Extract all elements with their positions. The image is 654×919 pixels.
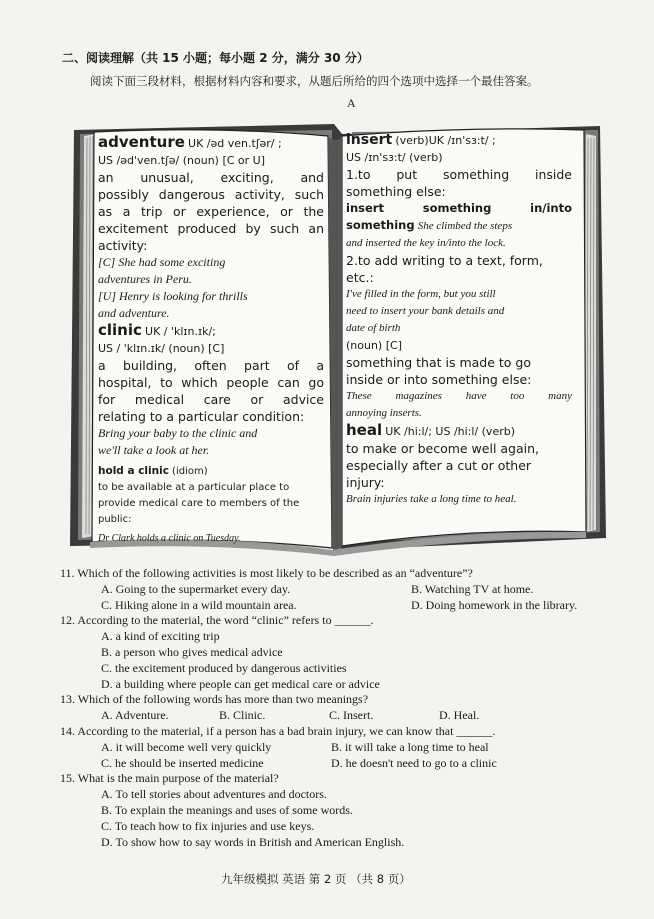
definition-line: something else:	[346, 184, 446, 199]
definition-line: as a trip or experience, or the	[98, 204, 324, 219]
option-c[interactable]: C. he should be inserted medicine	[101, 755, 264, 770]
option-d[interactable]: D. Heal.	[439, 708, 480, 723]
left-dictionary-page	[98, 134, 324, 547]
phrase-line: insert something in/into	[346, 201, 572, 215]
option-a[interactable]: A. a kind of exciting trip	[101, 629, 220, 644]
option-b[interactable]: B. a person who gives medical advice	[101, 644, 283, 659]
question-15	[60, 771, 604, 850]
option-b[interactable]: B. it will take a long time to heal	[331, 739, 489, 754]
example-line: annoying inserts.	[346, 407, 422, 419]
option-row	[84, 582, 604, 598]
entry-insert-header	[346, 132, 572, 149]
question-stem: 11. Which of the following activities is most likely to be described as an “adventure”?	[60, 566, 473, 580]
definition-line: something that is made to go	[346, 355, 532, 370]
option-d[interactable]: D. Doing homework in the library.	[411, 597, 578, 612]
example-line: date of birth	[346, 322, 401, 334]
option-a[interactable]: A. Adventure.	[101, 708, 169, 723]
entry-adventure-header	[98, 134, 324, 152]
idiom-header	[98, 462, 324, 480]
example-line: I've filled in the form, but you still	[346, 288, 496, 300]
definition-line: inside or into something else:	[346, 372, 532, 387]
option-row	[84, 740, 604, 756]
option-b[interactable]: B. To explain the meanings and uses of some words.	[101, 802, 353, 817]
pronunciation-us: US /əd'ven.tʃə/ (noun) [C or U]	[98, 154, 266, 167]
option-d[interactable]: D. To show how to say words in British and American English.	[101, 834, 405, 849]
headword-heal: heal	[346, 421, 383, 439]
definition-line: injury:	[346, 475, 385, 490]
definition-line: for medical care or advice	[98, 392, 324, 407]
pronunciation-uk: UK /əd ven.tʃər/ ;	[188, 137, 282, 150]
definition-line: 1.to put something inside	[346, 167, 572, 182]
option-c[interactable]: C. Insert.	[329, 708, 374, 723]
option-row	[84, 598, 604, 614]
idiom-example: Dr Clark holds a clinic on Tuesday.	[98, 533, 241, 544]
definition-line: excitement produced by such an	[98, 221, 324, 236]
idiom-definition-line: provide medical care to members of the	[98, 498, 300, 509]
phrase-example-row	[346, 217, 572, 235]
definition-line: to make or become well again,	[346, 441, 540, 456]
idiom-phrase: hold a clinic	[98, 465, 169, 477]
entry-heal-header	[346, 422, 572, 440]
option-c[interactable]: C. the excitement produced by dangerous activities	[101, 660, 347, 675]
example-line: and adventure.	[98, 306, 170, 320]
option-c[interactable]: C. To teach how to fix injuries and use keys.	[101, 818, 315, 833]
pronunciation-uk: UK / 'klɪn.ɪk/;	[145, 325, 216, 338]
option-b[interactable]: B. Clinic.	[219, 708, 266, 723]
question-11	[60, 566, 604, 613]
section-instruction: 阅读下面三段材料，根据材料内容和要求，从题后所给的四个选项中选择一个最佳答案。	[90, 74, 539, 88]
headword-adventure: adventure	[98, 133, 185, 151]
option-d[interactable]: D. he doesn't need to go to a clinic	[331, 755, 497, 770]
page-footer: 九年级模拟 英语 第 2 页 （共 8 页）	[221, 872, 411, 886]
option-row	[84, 708, 604, 724]
option-d[interactable]: D. a building where people can get medical care or advice	[101, 676, 380, 691]
example-line: need to insert your bank details and	[346, 305, 505, 317]
definition-line: activity:	[98, 238, 148, 253]
question-14	[60, 723, 604, 771]
example-line: Brain injuries take a long time to heal.	[346, 493, 517, 505]
option-b[interactable]: B. Watching TV at home.	[411, 581, 534, 596]
pronunciation: UK /hi:l/; US /hi:l/ (verb)	[385, 425, 516, 438]
definition-line: hospital, to which people can go	[98, 375, 324, 390]
question-stem: 12. According to the material, the word “clinic” refers to ______.	[60, 613, 374, 628]
definition-line: possibly dangerous activity, such	[98, 187, 324, 202]
example-line: These magazines have too many	[346, 390, 572, 402]
question-stem: 15. What is the main purpose of the material?	[60, 771, 279, 786]
example-line: [C] She had some exciting	[98, 255, 226, 269]
question-stem: 13. Which of the following words has more than two meanings?	[60, 692, 369, 707]
definition-line: relating to a particular condition:	[98, 409, 305, 424]
entry-clinic-header	[98, 322, 324, 340]
headword-insert: insert	[346, 132, 393, 148]
example-line: [U] Henry is looking for thrills	[98, 289, 248, 303]
idiom-tag: (idiom)	[172, 466, 208, 477]
example-line: She climbed the steps	[417, 220, 513, 232]
option-a[interactable]: A. it will become well very quickly	[101, 739, 272, 754]
example-line: and inserted the key in/into the lock.	[346, 237, 506, 249]
right-dictionary-page	[346, 132, 572, 508]
example-line: we'll take a look at her.	[98, 443, 210, 457]
definition-line: 2.to add writing to a text, form,	[346, 253, 543, 268]
option-a[interactable]: A. Going to the supermarket every day.	[101, 581, 291, 596]
definition-line: a building, often part of a	[98, 358, 324, 373]
definition-line: an unusual, exciting, and	[98, 170, 324, 185]
idiom-definition-line: public:	[98, 514, 132, 525]
question-12	[60, 613, 604, 692]
phrase-line: something	[346, 218, 415, 232]
definition-line: etc.:	[346, 270, 374, 285]
option-row	[84, 756, 604, 772]
definition-line: especially after a cut or other	[346, 458, 532, 473]
question-13	[60, 692, 604, 724]
pronunciation-uk: (verb)UK /ɪn'sɜ:t/ ;	[395, 134, 496, 147]
section-title: 二、阅读理解（共 15 小题；每小题 2 分，满分 30 分）	[62, 51, 369, 65]
passage-label: A	[347, 96, 356, 110]
part-of-speech: (noun) [C]	[346, 339, 402, 352]
pronunciation-us: US / 'klɪn.ɪk/ (noun) [C]	[98, 342, 225, 355]
option-c[interactable]: C. Hiking alone in a wild mountain area.	[101, 597, 297, 612]
example-line: adventures in Peru.	[98, 272, 192, 286]
option-a[interactable]: A. To tell stories about adventures and doctors.	[101, 787, 327, 802]
idiom-definition-line: to be available at a particular place to	[98, 482, 290, 493]
question-list	[60, 566, 604, 850]
question-stem: 14. According to the material, if a person has a bad brain injury, we can know that ______.	[60, 723, 496, 738]
headword-clinic: clinic	[98, 321, 142, 339]
example-line: Bring your baby to the clinic and	[98, 426, 258, 440]
pronunciation-us: US /ɪn'sɜ:t/ (verb)	[346, 151, 443, 164]
